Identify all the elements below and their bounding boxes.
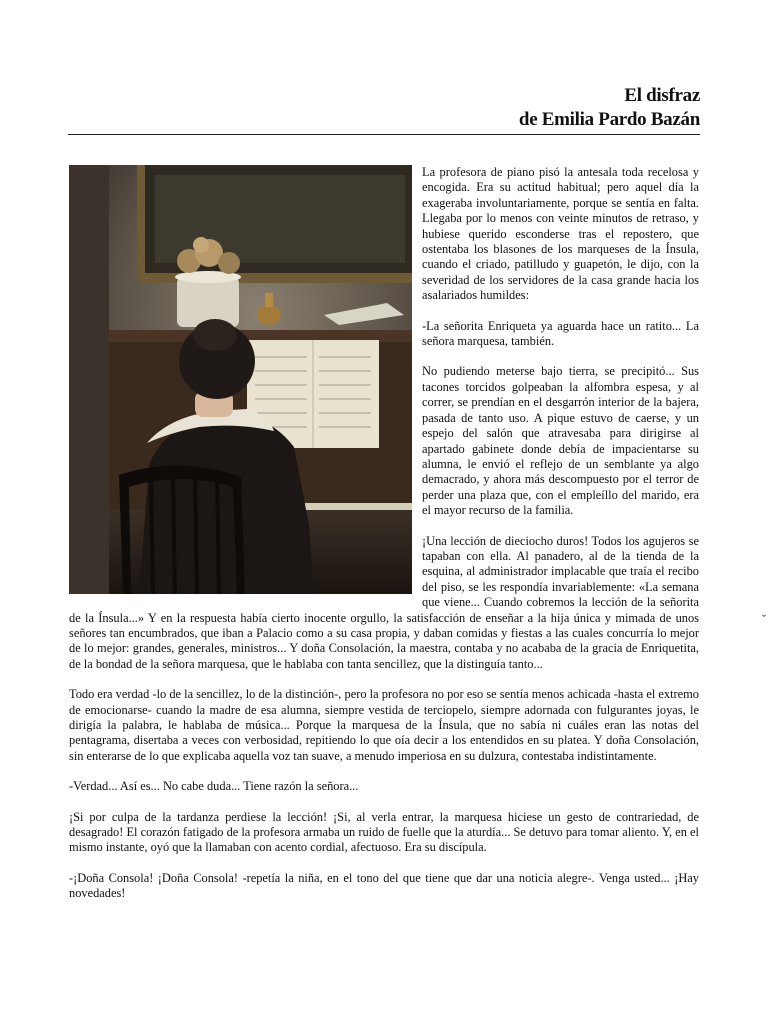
- painting-illustration: [69, 165, 412, 594]
- story-title: El disfraz: [624, 85, 700, 106]
- header-divider: [68, 134, 700, 135]
- paragraph-6: -Verdad... Así es... No cabe duda... Tiene razón la señora...: [69, 779, 359, 794]
- document-header: [70, 84, 700, 132]
- story-author: de Emilia Pardo Bazán: [518, 109, 700, 130]
- paragraph-5: Todo era verdad -lo de la sencillez, lo de la distinción-, pero la profesora no por eso se sentía menos achicada -hasta el extremo de emocionarse- cuando la madre de esa alumna, siempre vestida de terciopelo, siempre adornada con fulgurantes joyas, le dirigía la palabra, le hablaba de música... Porque la marquesa de la Ínsula, que no sabía ni cuáles eran las notas del pentagrama, disertaba a veces con verbosidad, repitiendo lo que oía decir a los entendidos en su platea. Y doña Consolación, sin enterarse de lo que explicaba aquella voz tan suave, a menudo imperiosa en su dulzura, contestaba indistintamente.: [69, 687, 699, 763]
- paragraph-4: ¡Una lección de dieciocho duros! Todos los agujeros se tapaban con ella. Al panadero, al de la tienda de la esquina, al administrador implacable que traía el recibo del piso, se les respondía invariablemente: «La semana que viene... Cuando cobremos la lección de la señorita de la Ínsula...» Y en la respuesta había cierto inocente orgullo, la satisfacción de enseñar a la hija única y mimada de unos señores tan encumbrados, que iban a Palacio como a su casa propia, y daban comidas y fiestas a las cuales concurría lo mejor de lo mejor: grandes, generales, ministros... Y doña Consolación, la maestra, contaba y no acababa de la gracia de Enriquetita, de la bondad de la señora marquesa, que le hablaba con tanta sencillez, que la distinguía tanto...: [69, 533, 699, 671]
- page-edge-mark: ˇ: [762, 612, 766, 626]
- paragraph-7: ¡Si por culpa de la tardanza perdiese la lección! ¡Si, al verla entrar, la marquesa hiciese un gesto de contrariedad, de desagrado! El corazón fatigado de la profesora armaba un ruido de fuelle que la aturdía... Se detuvo para tomar aliento. Y, en el mismo instante, oyó que la llamaban con acento cordial, afectuoso. Era su discípula.: [69, 809, 699, 855]
- paragraph-2: -La señorita Enriqueta ya aguarda hace un ratito... La señora marquesa, también.: [422, 318, 699, 349]
- paragraph-8: -¡Doña Consola! ¡Doña Consola! -repetía la niña, en el tono del que tiene que dar una noticia alegre-. Venga usted... ¡Hay novedades!: [69, 870, 699, 901]
- story-body: [69, 165, 699, 917]
- paragraph-3: No pudiendo meterse bajo tierra, se precipitó... Sus tacones torcidos golpeaban la alfombra espesa, y al correr, se prendían en el desgarrón interior de la bajera, pasada de tanto uso. A pique estuvo de caerse, y un espejo del salón que atravesaba para dirigirse al apartado gabinete donde debía de impacientarse su alumna, le envió el reflejo de un semblante ya algo demacrado, y ahora más descompuesto por el terror de perder una plaza que, con el empleíllo del marido, era el mayor recurso de la familia.: [422, 364, 699, 518]
- paragraph-1: La profesora de piano pisó la antesala toda recelosa y encogida. Era su actitud habitual; pero aquel día la exageraba involuntariamente, porque se sentía en falta. Llegaba por lo menos con veinte minutos de retraso, y hubiese querido esconderse tras el repostero, que ostentaba los blasones de los marqueses de la Ínsula, cuando el criado, patilludo y guapetón, le dijo, con la severidad de los servidores de la casa grande hacia los asalariados humildes:: [422, 165, 699, 303]
